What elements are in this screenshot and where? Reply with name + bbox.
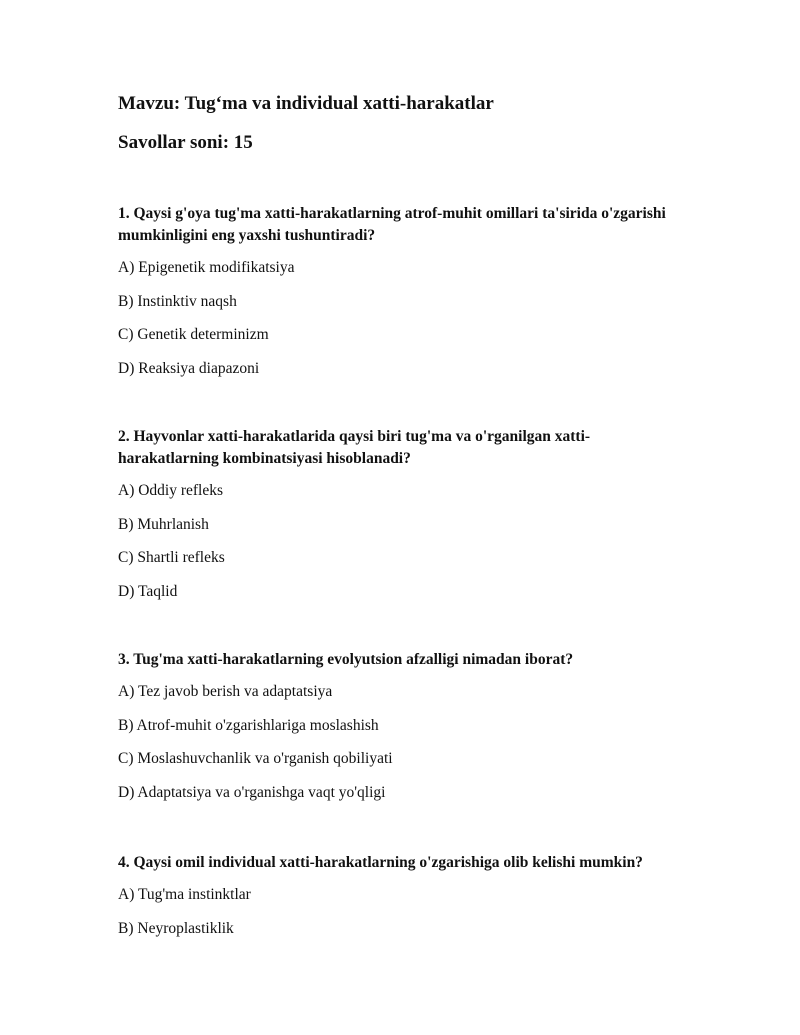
option-4b: B) Neyroplastiklik xyxy=(118,920,234,937)
question-block-3 xyxy=(118,649,678,801)
option-1b: B) Instinktiv naqsh xyxy=(118,293,237,310)
question-count-heading: Savollar soni: 15 xyxy=(118,132,253,153)
option-1a: A) Epigenetik modifikatsiya xyxy=(118,259,295,276)
option-4a: A) Tug'ma instinktlar xyxy=(118,886,251,903)
question-text-2: 2. Hayvonlar xatti-harakatlarida qaysi biri tug'ma va o'rganilgan xatti-harakatlarning kombinatsiyasi hisoblanadi? xyxy=(118,428,591,467)
question-block-2 xyxy=(118,426,678,600)
option-1d: D) Reaksiya diapazoni xyxy=(118,360,260,377)
question-text-4: 4. Qaysi omil individual xatti-harakatlarning o'zgarishiga olib kelishi mumkin? xyxy=(118,854,643,871)
question-text-3: 3. Tug'ma xatti-harakatlarning evolyutsion afzalligi nimadan iborat? xyxy=(118,651,574,668)
topic-heading: Mavzu: Tug‘ma va individual xatti-harakatlar xyxy=(118,93,494,114)
option-2d: D) Taqlid xyxy=(118,583,178,600)
option-3c: C) Moslashuvchanlik va o'rganish qobiliyati xyxy=(118,750,393,767)
option-2b: B) Muhrlanish xyxy=(118,516,209,533)
option-2a: A) Oddiy refleks xyxy=(118,482,224,499)
option-3a: A) Tez javob berish va adaptatsiya xyxy=(118,683,333,700)
option-1c: C) Genetik determinizm xyxy=(118,326,269,343)
option-3b: B) Atrof-muhit o'zgarishlariga moslashish xyxy=(118,717,379,734)
question-block-1 xyxy=(118,203,678,377)
option-2c: C) Shartli refleks xyxy=(118,549,225,566)
question-block-4 xyxy=(118,852,678,937)
option-3d: D) Adaptatsiya va o'rganishga vaqt yo'qligi xyxy=(118,784,386,801)
question-text-1: 1. Qaysi g'oya tug'ma xatti-harakatlarning atrof-muhit omillari ta'sirida o'zgarishi mumkinligini eng yaxshi tushuntiradi? xyxy=(118,205,666,244)
